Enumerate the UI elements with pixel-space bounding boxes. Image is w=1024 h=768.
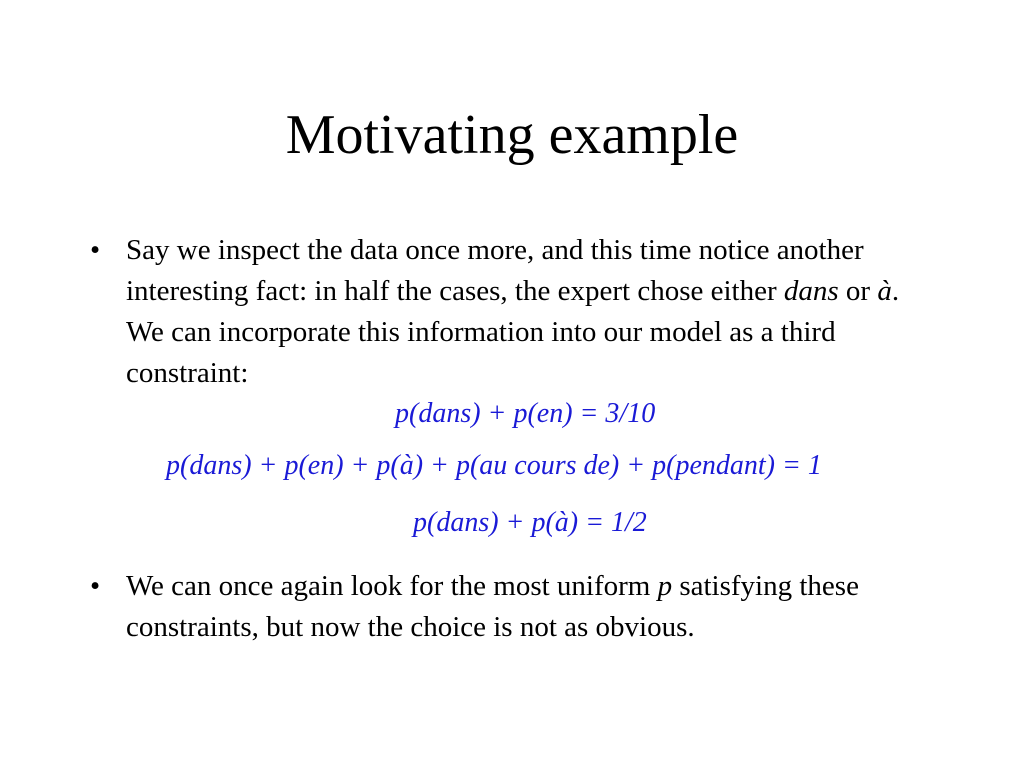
equation-text: p(dans) + p(en) = 3/10 bbox=[395, 398, 656, 429]
bullet-text bbox=[126, 230, 920, 394]
bullet-text-italic: à bbox=[877, 275, 892, 307]
equation-text: p(dans) + p(à) = 1/2 bbox=[413, 507, 647, 538]
bullet-marker: • bbox=[90, 570, 101, 602]
bullet-text-part: or bbox=[838, 275, 878, 307]
bullet-item bbox=[90, 566, 920, 648]
bullet-text bbox=[126, 566, 920, 648]
bullet-text-part: Say we inspect the data once more, and this time notice another interesting fact: in half the cases, the expert chose either bbox=[126, 234, 864, 307]
bullet-item bbox=[90, 230, 920, 394]
bullet-text-part: . We can incorporate this information into our model as a third constraint: bbox=[126, 275, 900, 389]
equation-text: p(dans) + p(en) + p(à) + p(au cours de) + p(pendant) = 1 bbox=[166, 450, 822, 481]
equation bbox=[413, 507, 647, 539]
bullet-text-italic: dans bbox=[783, 275, 839, 307]
bullet-text-part: satisfying these constraints, but now the choice is not as obvious. bbox=[126, 570, 859, 643]
equation bbox=[395, 398, 655, 430]
bullet-text-part: We can once again look for the most uniform bbox=[126, 570, 658, 602]
equation bbox=[166, 450, 822, 482]
bullet-marker: • bbox=[90, 234, 101, 266]
slide-title: Motivating example bbox=[285, 104, 739, 166]
bullet-text-italic: p bbox=[657, 570, 673, 602]
